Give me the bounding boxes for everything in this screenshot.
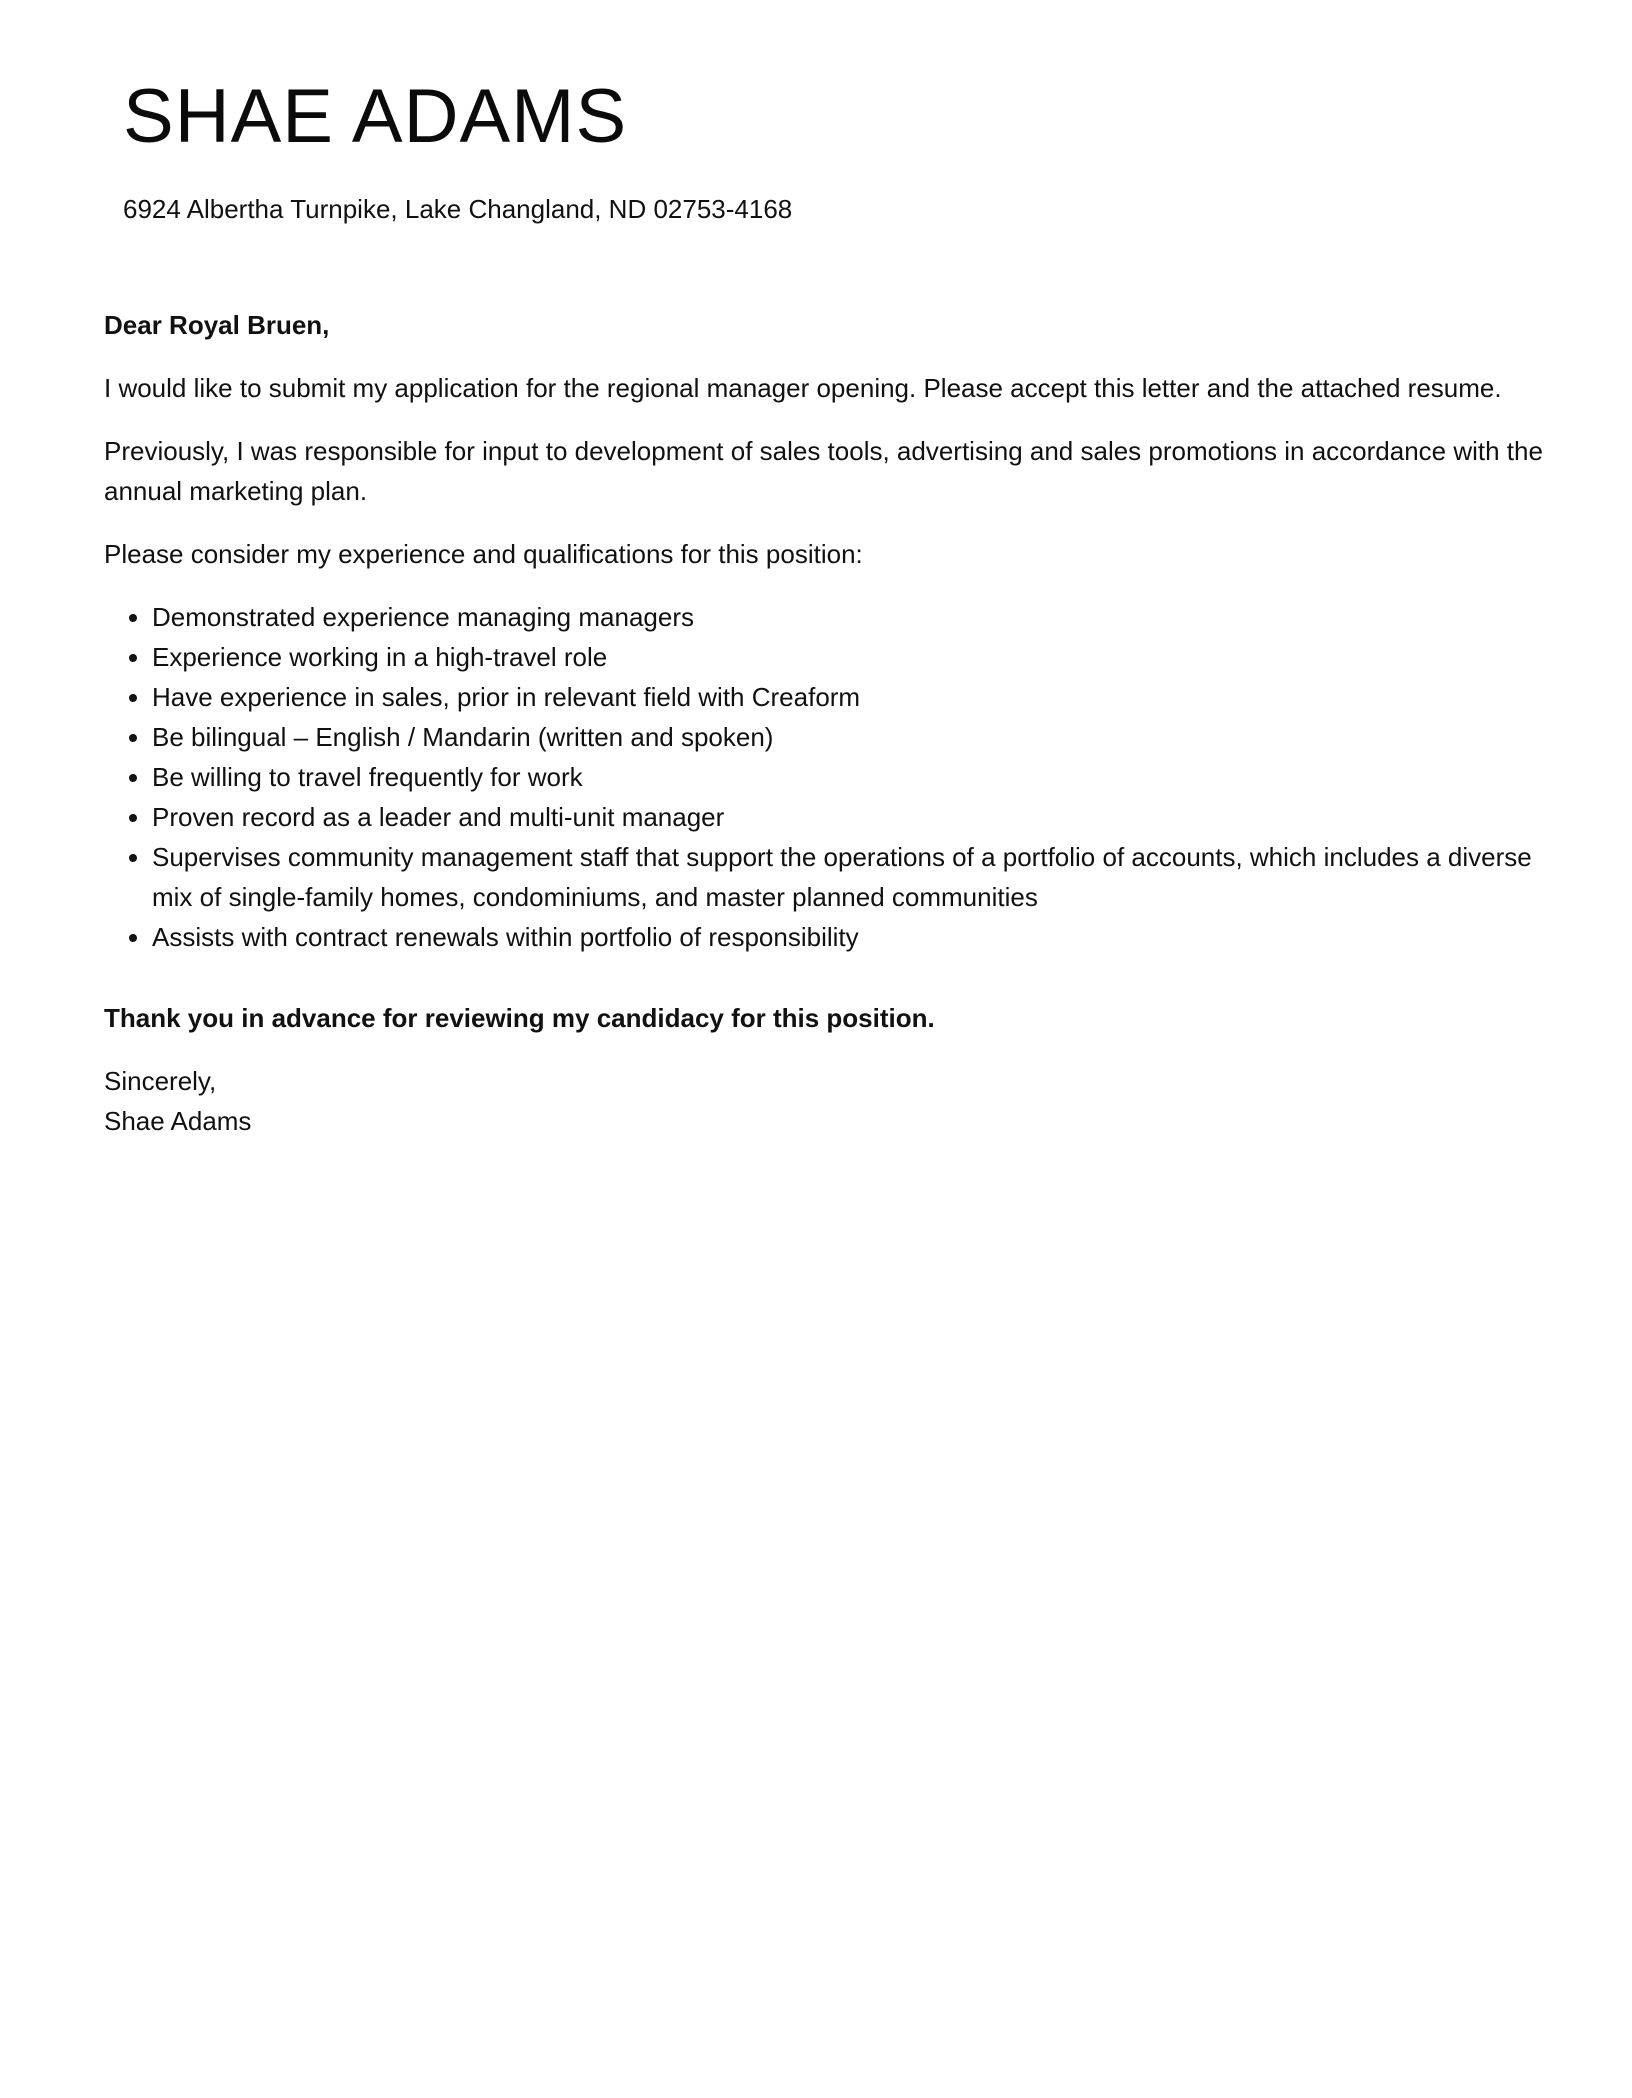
experience-paragraph: Previously, I was responsible for input to development of sales tools, advertising and sales promotions in accordance with the annual marketing plan. (104, 436, 1543, 506)
applicant-name: SHAE ADAMS (123, 74, 628, 159)
letter-body (104, 305, 1544, 1164)
qualification-item: • Be bilingual – English / Mandarin (written and spoken) (152, 717, 1544, 757)
qualifications-list (104, 597, 1544, 957)
qualification-item: • Supervises community management staff that support the operations of a portfolio of accounts, which includes a diverse mix of single-family homes, condominiums, and master planned communities (152, 837, 1544, 917)
qualifications-intro: Please consider my experience and qualifications for this position: (104, 539, 863, 569)
qualification-item: • Assists with contract renewals within portfolio of responsibility (152, 917, 1544, 957)
qualification-item: • Experience working in a high-travel role (152, 637, 1544, 677)
salutation: Dear Royal Bruen, (104, 310, 330, 340)
signoff-block (104, 1061, 1544, 1141)
letter-header (123, 72, 1523, 226)
qualification-item: • Be willing to travel frequently for work (152, 757, 1544, 797)
signature-name: Shae Adams (104, 1106, 252, 1136)
intro-paragraph: I would like to submit my application for the regional manager opening. Please accept this letter and the attached resume. (104, 373, 1502, 403)
qualification-item: • Have experience in sales, prior in relevant field with Creaform (152, 677, 1544, 717)
qualification-item: • Demonstrated experience managing managers (152, 597, 1544, 637)
qualification-item: • Proven record as a leader and multi-unit manager (152, 797, 1544, 837)
applicant-address: 6924 Albertha Turnpike, Lake Changland, ND 02753-4168 (123, 194, 793, 224)
signoff: Sincerely, (104, 1066, 217, 1096)
closing-statement: Thank you in advance for reviewing my candidacy for this position. (104, 1003, 935, 1033)
